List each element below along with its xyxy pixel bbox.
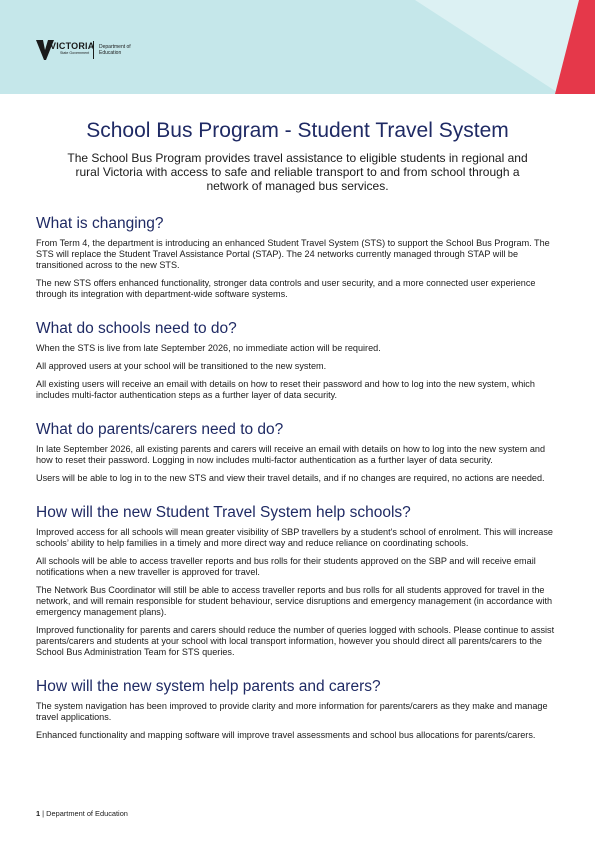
section-heading: How will the new system help parents and carers? <box>36 678 381 695</box>
paragraph: In late September 2026, all existing parents and carers will receive an email with details on how to log into the new system and how to reset their password. Logging in now includes multi-factor authentication as a further layer of data security. <box>36 444 546 465</box>
document-body <box>36 118 559 741</box>
paragraph: The Network Bus Coordinator will still be able to access traveller reports and bus rolls for all students approved for travel in the network, and will remain responsible for student behaviour, service disruptions and emergency management (in accordance with emergency management plans). <box>36 585 553 617</box>
section-help-parents <box>36 678 559 741</box>
paragraph: The system navigation has been improved to provide clarity and more information for parents/carers as they make and manage travel applications. <box>36 701 548 722</box>
paragraph: The new STS offers enhanced functionality, stronger data controls and user security, and a more connected user experience through its integration with department-wide software systems. <box>36 278 536 299</box>
paragraph: All approved users at your school will be transitioned to the new system. <box>36 361 327 371</box>
intro-paragraph: The School Bus Program provides travel assistance to eligible students in regional and rural Victoria with access to safe and reliable transport to and from school through a network of managed bus services. <box>67 151 528 193</box>
paragraph: Improved access for all schools will mean greater visibility of SBP travellers by a student's school of enrolment. This will increase schools’ ability to help families in a timely and more direct way and reduce reliance on coordinating schools. <box>36 527 553 548</box>
paragraph: Improved functionality for parents and carers should reduce the number of queries logged with schools. Please continue to assist parents/carers and students at your school with local transport information, however you should direct all parents/carers to the School Bus Administration Team for STS queries. <box>36 625 555 657</box>
section-heading: How will the new Student Travel System help schools? <box>36 504 411 521</box>
paragraph: Users will be able to log in to the new STS and view their travel details, and if no changes are required, no actions are needed. <box>36 473 545 483</box>
section-help-schools <box>36 504 559 658</box>
page-number: 1 <box>36 809 41 818</box>
victoria-logo-mark <box>36 38 95 64</box>
page-title: School Bus Program - Student Travel System <box>86 119 509 142</box>
section-heading: What do parents/carers need to do? <box>36 421 284 438</box>
logo-department: Department of Education <box>99 44 131 56</box>
paragraph: When the STS is live from late September 2026, no immediate action will be required. <box>36 343 381 353</box>
section-parents-need-to-do <box>36 421 559 484</box>
section-heading: What do schools need to do? <box>36 320 237 337</box>
paragraph: All schools will be able to access traveller reports and bus rolls for their students approved on the SBP and will receive email notifications when a new traveller is approved for travel. <box>36 556 536 577</box>
paragraph: All existing users will receive an email with details on how to reset their password and how to log into the new system, which includes multi-factor authentication steps as a further layer of data security. <box>36 379 535 400</box>
victoria-logo <box>36 38 149 64</box>
header-banner <box>0 0 595 94</box>
footer-separator: | <box>40 809 47 818</box>
paragraph: From Term 4, the department is introducing an enhanced Student Travel System (STS) to support the School Bus Program. The STS will replace the Student Travel Assistance Portal (STAP). The 24 networks currently managed through STAP will be transitioned across to the new STS. <box>36 238 550 270</box>
section-what-is-changing <box>36 215 559 300</box>
footer-department: Department of Education <box>46 809 128 818</box>
section-schools-need-to-do <box>36 320 559 401</box>
banner-red-shape <box>535 0 595 94</box>
logo-state-government: State Government <box>60 51 90 55</box>
page-footer <box>36 809 128 818</box>
logo-brand: VICTORIA <box>50 41 95 51</box>
section-heading: What is changing? <box>36 215 164 232</box>
paragraph: Enhanced functionality and mapping software will improve travel assessments and school bus allocations for parents/carers. <box>36 730 536 740</box>
